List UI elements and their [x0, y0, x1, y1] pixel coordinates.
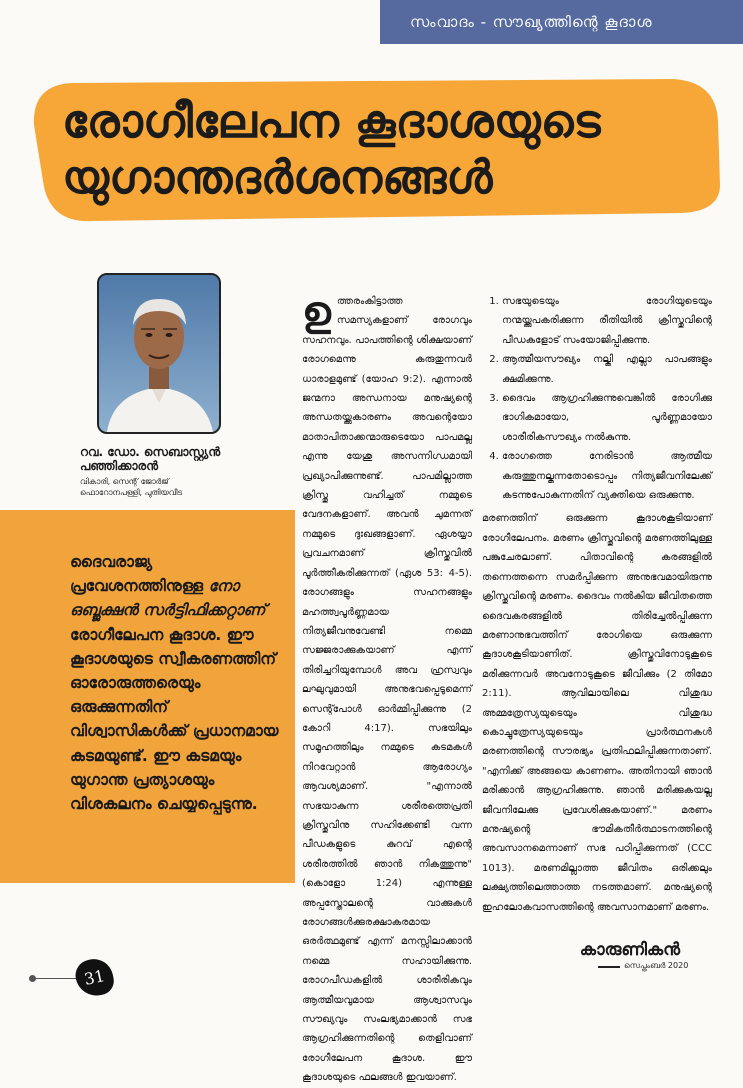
issue-date: സെപ്തംബർ 2020 — [624, 961, 689, 970]
magazine-brand: കാരുണികൻ — [579, 940, 680, 960]
column-2-text: മരണത്തിന് ഒരുക്കുന്ന കൂദാശകൂടിയാണ് രോഗീലേപനം. മരണം ക്രിസ്തുവിന്റെ മരണത്തിലുള്ള പങ്കുചേരലാണ്. പിതാവിന്റെ കരങ്ങളിൽ തന്നെത്തന്നെ സമർപ്പിക്കുന്ന അനുഭവമായിരുന്നു ക്രിസ്തുവിന്റെ മരണം. ദൈവം നൽകിയ ജീവിതത്തെ ദൈവകരങ്ങളിൽ തിരിച്ചേൽപ്പിക്കുന്ന മരണാനുഭവത്തിന് രോഗിയെ ഒരുക്കുന്ന കൂദാശകൂടിയാണിത്. ക്രിസ്തുവിനോടുകൂടെ മരിക്കുന്നവർ അവനോടുകൂടെ ജീവിക്കും (2 തിമോ 2:11). ആവിലായിലെ വിശുദ്ധ അമ്മത്രേസ്യയുടെയും വിശുദ്ധ കൊച്ചുത്രേസ്യയുടെയും പ്രാർത്ഥനകൾ മരണത്തിന്റെ സൗരഭ്യം പ്രതിഫലിപ്പിക്കുന്നതാണ്. "എനിക്ക് അങ്ങയെ കാണണം. അതിനായി ഞാൻ മരിക്കാൻ ആഗ്രഹിക്കുന്നു. ഞാൻ മരിക്കുകയല്ല ജീവനിലേക്കു പ്രവേശിക്കുകയാണ്." മരണം മനുഷ്യന്റെ ഭൗമികതീർത്ഥാടനത്തിന്റെ അവസാനമെന്നാണ് സഭ പഠിപ്പിക്കുന്നത് (CCC 1013). മരണമില്ലാത്ത ജീവിതം ഒരിക്കലും ലക്ഷ്യത്തിലെത്താത്ത നടത്തമാണ്. മനുഷ്യന്റെ ഇഹലോകവാസത്തിന്റെ അവസാനമാണ് മരണം. — [482, 513, 712, 913]
author-photo — [97, 273, 221, 434]
author-role-line-2: ഫൊറോനപള്ളി, പുതിയവീട — [80, 488, 183, 497]
article-column-2 — [482, 292, 712, 917]
list-item: 4. രോഗത്തെ നേരിടാൻ ആത്മീയ കരുത്തുനല്കുന്നതോടൊപ്പം നിത്യജീവനിലേക്ക് കടന്നുപോകുന്നതിന് വ്യക്തിയെ ഒരുക്കുന്നു. — [502, 447, 712, 505]
author-portrait-image — [99, 275, 219, 432]
list-item: 1. സഭയുടെയും രോഗിയുടെയും നന്മയ്ക്കുപകരിക്കുന്ന രീതിയിൽ ക്രിസ്തുവിന്റെ പീഡകളോട് സംയോജിപ്പിക്കുന്നു. — [502, 292, 712, 350]
page-number: 31 — [73, 956, 117, 1000]
title-line-2: യുഗാന്തദർശനങ്ങൾ — [62, 150, 493, 204]
column-1-text: ത്തരംകിട്ടാത്ത സമസ്യകളാണ് രോഗവും സഹനവും. പാപത്തിന്റെ ശിക്ഷയാണ് രോഗമെന്നു കരുതുന്നവർ ധാരാളമുണ്ട് (യോഹ 9:2). എന്നാൽ ജന്മനാ അന്ധനായ മനുഷ്യന്റെ അന്ധതയ്ക്കുകാരണം അവന്റെയോ മാതാപിതാക്കന്മാരുടെയോ പാപമല്ല എന്നു യേശു അസന്നിഗ്ധമായി പ്രഖ്യാപിക്കുന്നുണ്ട്. പാപമില്ലാത്ത ക്രിസ്തു വഹിച്ചത് നമ്മുടെ വേദനകളാണ്. അവൻ ചുമന്നത് നമ്മുടെ ദുഃഖങ്ങളാണ്. ഏശയ്യാ പ്രവചനമാണ് ക്രിസ്തുവിൽ പൂർത്തീകരിക്കുന്നത് (ഏശ 53: 4-5). രോഗങ്ങളും സഹനങ്ങളും മഹത്ത്വപൂർണ്ണമായ നിത്യജീവനുവേണ്ടി നമ്മെ സജ്ജരാക്കുകയാണ് എന്ന് തിരിച്ചറിയുമ്പോൾ അവ ഹ്രസ്വവും ലഘുവുമായി അനുഭവപ്പെടുമെന്ന് സെന്റ്പോൾ ഓർമ്മിപ്പിക്കുന്നു (2 കോറി 4:17). സഭയിലും സമൂഹത്തിലും നമ്മുടെ കടമകൾ നിറവേറ്റാൻ ആരോഗ്യം ആവശ്യമാണ്. "എന്നാൽ സഭയാകുന്ന ശരീരത്തെപ്രതി ക്രിസ്തുവിനു സഹിക്കേണ്ടി വന്ന പീഡകളുടെ കുറവ് എന്റെ ശരീരത്തിൽ ഞാൻ നികത്തുന്നു" (കൊളോ 1:24) എന്നുള്ള അപ്പസ്തോലന്റെ വാക്കുകൾ രോഗങ്ങൾക്കുരക്ഷാകരമായ ഒരർത്ഥമുണ്ട് എന്ന് മനസ്സിലാക്കാൻ നമ്മെ സഹായിക്കുന്നു. രോഗപീഡകളിൽ ശാരീരികവും ആത്മീയവുമായ ആശ്വാസവും സൗഖ്യവും സംലഭ്യമാക്കാൻ സഭ ആഗ്രഹിക്കുന്നതിന്റെ തെളിവാണ് രോഗീലേപന കൂദാശ. ഈ കൂദാശയുടെ ഫലങ്ങൾ ഇവയാണ്. — [302, 296, 472, 1084]
effects-list — [482, 292, 712, 505]
list-item: 3. ദൈവം ആഗ്രഹിക്കുന്നുവെങ്കിൽ രോഗിക്കു ഭാഗികമായോ, പൂർണ്ണമായോ ശാരീരികസൗഖ്യം നൽകുന്നു. — [502, 389, 712, 447]
author-role — [80, 476, 280, 498]
pull-quote-emphasis: നോ ഒബ്ജക്ഷൻ സർട്ടിഫിക്കറ്റാണ് — [70, 577, 266, 620]
list-item: 2. ആത്മീയസൗഖ്യം നല്കി എല്ലാ പാപങ്ങളും ക്ഷമിക്കുന്നു. — [502, 350, 712, 389]
author-role-line-1: വികാരി, സെന്റ് ജോർജ് — [80, 477, 169, 486]
article-column-1 — [302, 288, 472, 1088]
author-name — [80, 445, 280, 473]
pull-quote-part-2: രോഗീലേപന കൂദാശ. ഈ കൂദാശയുടെ സ്വീകരണത്തിന് ഓരോരുത്തരെയും ഒരുക്കുന്നതിന് വിശ്വാസികൾക്ക് പ്രധാനമായ കടമയുണ്ട്. ഈ കടമയും യുഗാന്ത പ്രത്യാശയും വിശകലനം ചെയ്യപ്പെടുന്നു. — [70, 625, 279, 814]
author-info — [80, 445, 280, 498]
section-label: സംവാദം - സൗഖ്യത്തിന്റെ കൂദാശ — [410, 13, 653, 31]
author-name-line-2: പഞ്ഞിക്കാരൻ — [80, 459, 159, 473]
title-line-1: രോഗീലേപന കൂദാശയുടെ — [62, 94, 601, 148]
author-name-line-1: റവ. ഡോ. സെബാസ്റ്റ്യൻ — [80, 445, 221, 459]
drop-cap: ഉ — [302, 288, 331, 335]
title-block — [32, 75, 722, 225]
pull-quote-part-1: ദൈവരാജ്യ പ്രവേശനത്തിനുള്ള — [70, 553, 204, 596]
pull-quote-box — [0, 510, 295, 883]
pull-quote-text — [70, 550, 285, 816]
page-title — [62, 93, 702, 205]
section-banner — [380, 0, 743, 44]
brand-underline — [598, 966, 620, 968]
